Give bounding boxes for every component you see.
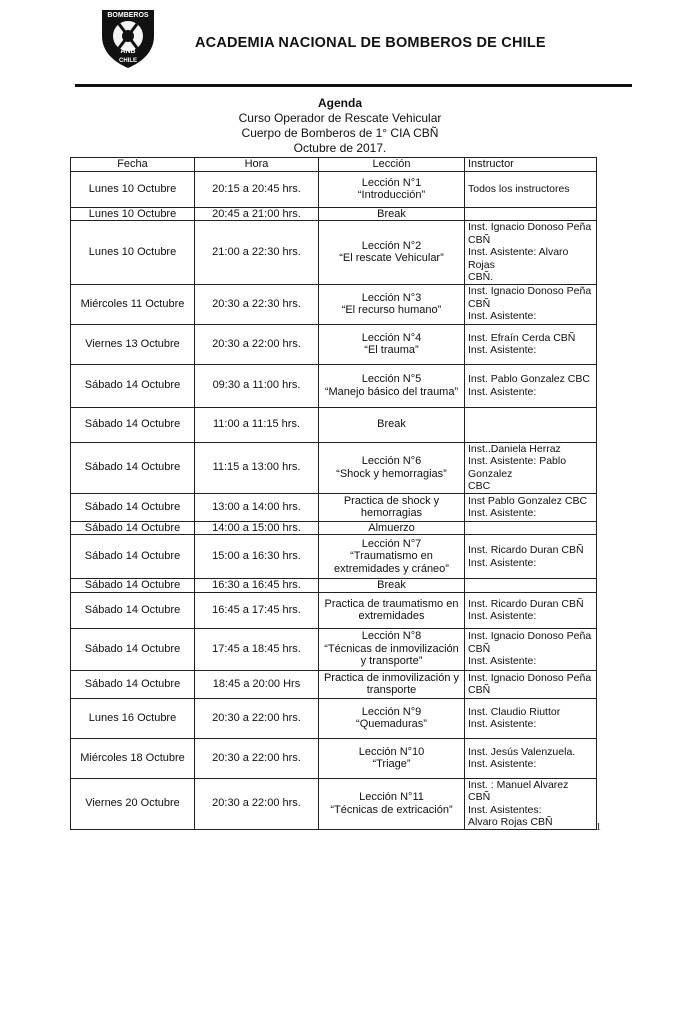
cell-fecha: Miércoles 18 Octubre — [71, 738, 195, 778]
cell-leccion — [319, 221, 465, 285]
cell-leccion — [319, 364, 465, 407]
table-row — [71, 698, 597, 738]
svg-text:CHILE: CHILE — [119, 58, 137, 64]
cell-instructor — [465, 407, 597, 442]
cell-hora: 13:00 a 14:00 hrs. — [195, 493, 319, 521]
leccion-line: Lección N°9 — [361, 705, 422, 718]
instructor-line: Inst. Asistente: — [468, 655, 537, 668]
cell-leccion — [319, 698, 465, 738]
table-row — [71, 738, 597, 778]
cell-hora: 20:15 a 20:45 hrs. — [195, 171, 319, 207]
leccion-line: extremidades — [358, 610, 425, 622]
header-hora: Hora — [195, 158, 319, 172]
instructor-line: Inst. : Manuel Alvarez CBÑ — [468, 778, 569, 803]
cell-fecha: Lunes 10 Octubre — [71, 207, 195, 221]
table-row — [71, 221, 597, 285]
leccion-line: extremidades y cráneo” — [334, 562, 449, 575]
table-row — [71, 407, 597, 442]
corp-name: Cuerpo de Bomberos de 1° CIA CBÑ — [241, 126, 439, 140]
instructor-line: Inst. Asistentes: — [468, 803, 542, 816]
leccion-line: “Triage” — [372, 758, 411, 770]
cell-fecha: Sábado 14 Octubre — [71, 628, 195, 670]
cell-fecha: Sábado 14 Octubre — [71, 364, 195, 407]
instructor-line: Alvaro Rojas CBÑ — [468, 816, 553, 828]
cell-fecha: Sábado 14 Octubre — [71, 442, 195, 493]
table-row — [71, 778, 597, 829]
cell-hora: 20:30 a 22:00 hrs. — [195, 778, 319, 829]
cell-instructor — [465, 171, 597, 207]
cell-hora: 18:45 a 20:00 Hrs — [195, 670, 319, 698]
leccion-line: Lección N°10 — [358, 745, 425, 758]
cell-leccion — [319, 493, 465, 521]
leccion-line: Lección N°5 — [361, 373, 422, 385]
cell-instructor — [465, 493, 597, 521]
table-row — [71, 442, 597, 493]
cell-hora: 17:45 a 18:45 hrs. — [195, 628, 319, 670]
header-instructor: Instructor — [465, 158, 597, 172]
cell-hora: 11:15 a 13:00 hrs. — [195, 442, 319, 493]
cell-instructor — [465, 778, 597, 829]
leccion-line: Lección N°8 — [361, 630, 422, 643]
cell-hora: 20:30 a 22:00 hrs. — [195, 324, 319, 364]
instructor-line: Inst..Daniela Herraz — [468, 442, 561, 455]
instructor-line: Inst. Asistente: — [468, 758, 537, 770]
cell-fecha: Sábado 14 Octubre — [71, 407, 195, 442]
cell-instructor — [465, 670, 597, 698]
cell-leccion — [319, 521, 465, 535]
instructor-line: Inst. Ignacio Donoso Peña CBÑ — [468, 285, 592, 310]
leccion-line: Lección N°1 — [361, 176, 422, 189]
instructor-line: Inst. Asistente: — [468, 385, 537, 398]
instructor-line: Inst. Asistente: Pablo Gonzalez — [468, 455, 567, 480]
instructor-line: Inst. Efraín Cerda CBÑ — [468, 331, 576, 344]
table-row — [71, 521, 597, 535]
page-number: 1 — [596, 822, 601, 833]
leccion-line: Break — [377, 207, 406, 220]
cell-instructor — [465, 698, 597, 738]
leccion-line: “El rescate Vehicular” — [339, 252, 444, 265]
cell-fecha: Sábado 14 Octubre — [71, 535, 195, 579]
leccion-line: Lección N°11 — [359, 791, 424, 803]
instructor-line: Inst. Jesús Valenzuela. — [468, 745, 576, 758]
cell-fecha: Sábado 14 Octubre — [71, 521, 195, 535]
instructor-line: CBC — [468, 480, 491, 492]
table-row — [71, 207, 597, 221]
cell-fecha: Lunes 16 Octubre — [71, 698, 195, 738]
leccion-line: Lección N°7 — [361, 537, 422, 550]
cell-fecha: Sábado 14 Octubre — [71, 579, 195, 593]
leccion-line: Almuerzo — [368, 521, 415, 534]
cell-fecha: Sábado 14 Octubre — [71, 493, 195, 521]
svg-text:BOMBEROS: BOMBEROS — [107, 12, 149, 19]
cell-leccion — [319, 407, 465, 442]
leccion-line: “Técnicas de extricación” — [330, 803, 453, 816]
header-fecha: Fecha — [71, 158, 195, 172]
doc-month: Octubre de 2017. — [293, 141, 387, 155]
cell-leccion — [319, 535, 465, 579]
cell-instructor — [465, 284, 597, 324]
table-row — [71, 628, 597, 670]
cell-leccion — [319, 579, 465, 593]
leccion-line: “Traumatismo en — [350, 550, 433, 563]
leccion-line: “Manejo básico del trauma” — [324, 385, 459, 398]
cell-leccion — [319, 284, 465, 324]
table-row — [71, 535, 597, 579]
cell-hora: 16:30 a 16:45 hrs. — [195, 579, 319, 593]
cell-instructor — [465, 535, 597, 579]
cell-instructor — [465, 221, 597, 285]
agenda-table — [70, 157, 597, 830]
leccion-line: Break — [377, 579, 406, 591]
instructor-line: CBÑ. — [468, 271, 494, 283]
cell-instructor — [465, 628, 597, 670]
cell-leccion — [319, 171, 465, 207]
cell-hora: 20:30 a 22:00 hrs. — [195, 738, 319, 778]
instructor-line: Inst. Asistente: — [468, 610, 537, 622]
cell-hora: 20:30 a 22:30 hrs. — [195, 284, 319, 324]
leccion-line: transporte — [366, 684, 417, 696]
cell-instructor — [465, 592, 597, 628]
instructor-line: Todos los instructores — [468, 182, 570, 195]
leccion-line: “Quemaduras” — [356, 718, 427, 730]
instructor-line: Inst. Ignacio Donoso Peña CBÑ — [468, 221, 592, 246]
anb-logo — [96, 6, 160, 70]
instructor-line: Inst. Pablo Gonzalez CBC — [468, 373, 590, 385]
cell-hora: 20:30 a 22:00 hrs. — [195, 698, 319, 738]
table-row — [71, 493, 597, 521]
leccion-line: y transporte” — [360, 655, 423, 668]
cell-leccion — [319, 628, 465, 670]
course-name: Curso Operador de Rescate Vehicular — [238, 111, 442, 125]
cell-fecha: Viernes 20 Octubre — [71, 778, 195, 829]
leccion-line: Lección N°4 — [361, 331, 422, 344]
cell-hora: 15:00 a 16:30 hrs. — [195, 535, 319, 579]
leccion-line: Practica de shock y — [343, 494, 440, 507]
leccion-line: “Técnicas de inmovilización — [324, 642, 459, 655]
leccion-line: Practica de inmovilización y — [323, 671, 460, 684]
leccion-line: “El recurso humano” — [341, 304, 442, 316]
cell-instructor — [465, 324, 597, 364]
instructor-line: Inst. Asistente: — [468, 507, 537, 519]
instructor-line: Inst. Asistente: — [468, 344, 537, 356]
table-row — [71, 284, 597, 324]
cell-leccion — [319, 738, 465, 778]
leccion-line: Lección N°6 — [361, 455, 422, 467]
leccion-line: Break — [377, 418, 406, 431]
leccion-line: Practica de traumatismo en — [324, 597, 459, 610]
cell-leccion — [319, 670, 465, 698]
cell-leccion — [319, 207, 465, 221]
leccion-line: “El trauma” — [364, 344, 419, 356]
cell-leccion — [319, 778, 465, 829]
doc-heading: Agenda — [317, 96, 362, 110]
cell-fecha: Sábado 14 Octubre — [71, 670, 195, 698]
cell-fecha: Viernes 13 Octubre — [71, 324, 195, 364]
cell-hora: 20:45 a 21:00 hrs. — [195, 207, 319, 221]
leccion-line: “Shock y hemorragias” — [336, 467, 447, 480]
cell-leccion — [319, 592, 465, 628]
cell-hora: 16:45 a 17:45 hrs. — [195, 592, 319, 628]
cell-hora: 21:00 a 22:30 hrs. — [195, 221, 319, 285]
table-row — [71, 324, 597, 364]
leccion-line: Lección N°3 — [361, 291, 422, 304]
cell-hora: 14:00 a 15:00 hrs. — [195, 521, 319, 535]
cell-leccion — [319, 442, 465, 493]
instructor-line: Inst. Asistente: — [468, 556, 537, 569]
header-rule — [75, 84, 632, 87]
cell-instructor — [465, 521, 597, 535]
cell-instructor — [465, 442, 597, 493]
table-row — [71, 579, 597, 593]
table-row — [71, 171, 597, 207]
instructor-line: Inst. Asistente: — [468, 310, 537, 323]
leccion-line: “Introducción” — [357, 189, 426, 201]
cell-hora: 09:30 a 11:00 hrs. — [195, 364, 319, 407]
instructor-line: Inst. Ricardo Duran CBÑ — [468, 544, 584, 556]
instructor-line: Inst Pablo Gonzalez CBC — [468, 494, 588, 507]
header-leccion: Lección — [319, 158, 465, 172]
table-row — [71, 364, 597, 407]
cell-instructor — [465, 364, 597, 407]
cell-hora: 11:00 a 11:15 hrs. — [195, 407, 319, 442]
leccion-line: hemorragias — [360, 507, 423, 519]
cell-instructor — [465, 207, 597, 221]
table-header-row — [71, 158, 597, 172]
cell-fecha: Sábado 14 Octubre — [71, 592, 195, 628]
academy-title: ACADEMIA NACIONAL DE BOMBEROS DE CHILE — [195, 35, 546, 51]
leccion-line: Lección N°2 — [361, 239, 422, 252]
instructor-line: Inst. Claudio Riuttor — [468, 705, 561, 718]
instructor-line: Inst. Ignacio Donoso Peña CBÑ — [468, 671, 592, 696]
cell-instructor — [465, 579, 597, 593]
agenda-body — [71, 171, 597, 829]
instructor-line: Inst. Asistente: — [468, 718, 537, 730]
cell-fecha: Lunes 10 Octubre — [71, 221, 195, 285]
instructor-line: Inst. Asistente: Alvaro Rojas — [468, 246, 569, 271]
cell-leccion — [319, 324, 465, 364]
cell-fecha: Lunes 10 Octubre — [71, 171, 195, 207]
instructor-line: Inst. Ricardo Duran CBÑ — [468, 597, 584, 610]
cell-fecha: Miércoles 11 Octubre — [71, 284, 195, 324]
instructor-line: Inst. Ignacio Donoso Peña CBÑ — [468, 630, 592, 655]
table-row — [71, 670, 597, 698]
svg-text:ANB: ANB — [120, 48, 136, 55]
table-row — [71, 592, 597, 628]
cell-instructor — [465, 738, 597, 778]
